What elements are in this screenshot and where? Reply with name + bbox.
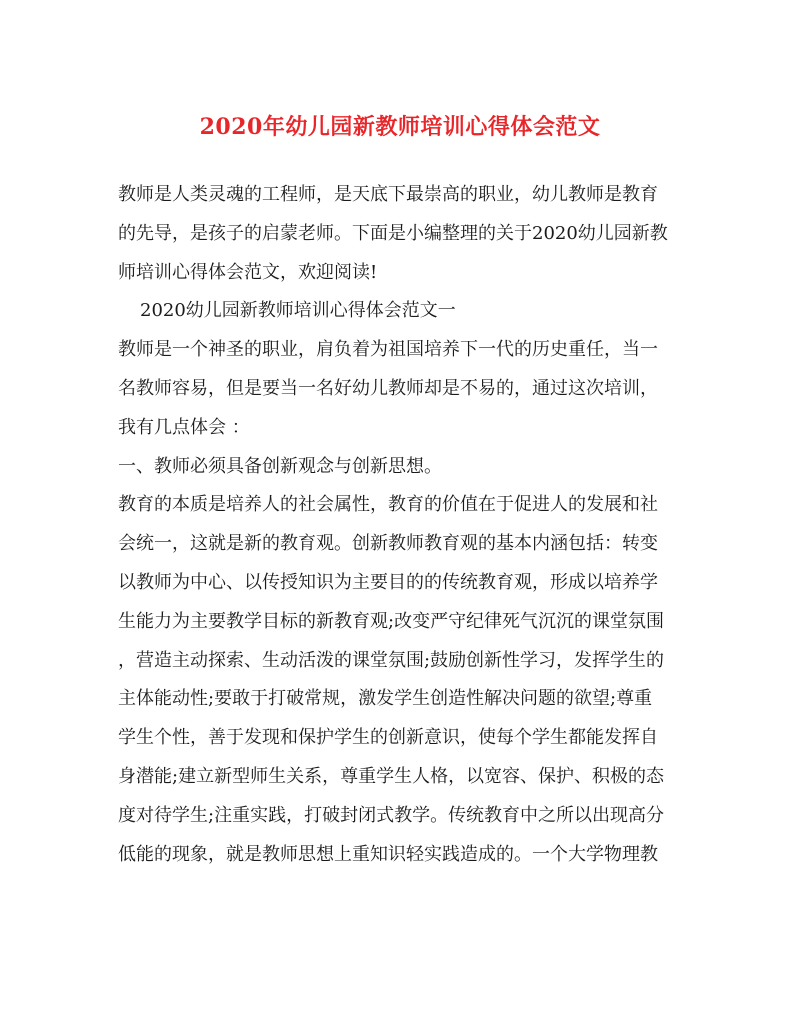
body-line: 教育的本质是培养人的社会属性，教育的价值在于促进人的发展和社 <box>118 494 658 516</box>
body-line: 会统一，这就是新的教育观。创新教师教育观的基本内涵包括：转变 <box>118 533 658 555</box>
body-line: 主体能动性;要敢于打破常规，激发学生创造性解决问题的欲望;尊重 <box>118 688 653 710</box>
body-line: ，营造主动探索、生动活泼的课堂氛围;鼓励创新性学习，发挥学生的 <box>118 649 665 671</box>
body-line: 师培训心得体会范文，欢迎阅读! <box>118 261 378 283</box>
body-line: 生能力为主要教学目标的新教育观;改变严守纪律死气沉沉的课堂氛围 <box>118 610 665 632</box>
body-line: 身潜能;建立新型师生关系，尊重学生人格，以宽容、保护、积极的态 <box>118 765 665 787</box>
point-heading: 一、教师必须具备创新观念与创新思想。 <box>118 455 442 477</box>
document-title: 2020年幼儿园新教师培训心得体会范文 <box>199 114 601 140</box>
body-line: 教师是一个神圣的职业，肩负着为祖国培养下一代的历史重任，当一 <box>118 339 658 361</box>
body-line: 的先导，是孩子的启蒙老师。下面是小编整理的关于2020幼儿园新教 <box>118 222 668 244</box>
section-heading: 2020幼儿园新教师培训心得体会范文一 <box>140 300 456 322</box>
body-line: 以教师为中心、以传授知识为主要目的的传统教育观，形成以培养学 <box>118 571 658 593</box>
body-line: 学生个性，善于发现和保护学生的创新意识，使每个学生都能发挥自 <box>118 727 658 749</box>
body-line: 低能的现象，就是教师思想上重知识轻实践造成的。一个大学物理教 <box>118 843 658 865</box>
body-line: 度对待学生;注重实践，打破封闭式教学。传统教育中之所以出现高分 <box>118 804 665 826</box>
document-body <box>118 176 688 874</box>
body-line: 教师是人类灵魂的工程师，是天底下最崇高的职业，幼儿教师是教育 <box>118 184 658 205</box>
body-line: 我有几点体会 ： <box>118 416 250 438</box>
body-line: 名教师容易，但是要当一名好幼儿教师却是不易的，通过这次培训， <box>118 377 658 399</box>
